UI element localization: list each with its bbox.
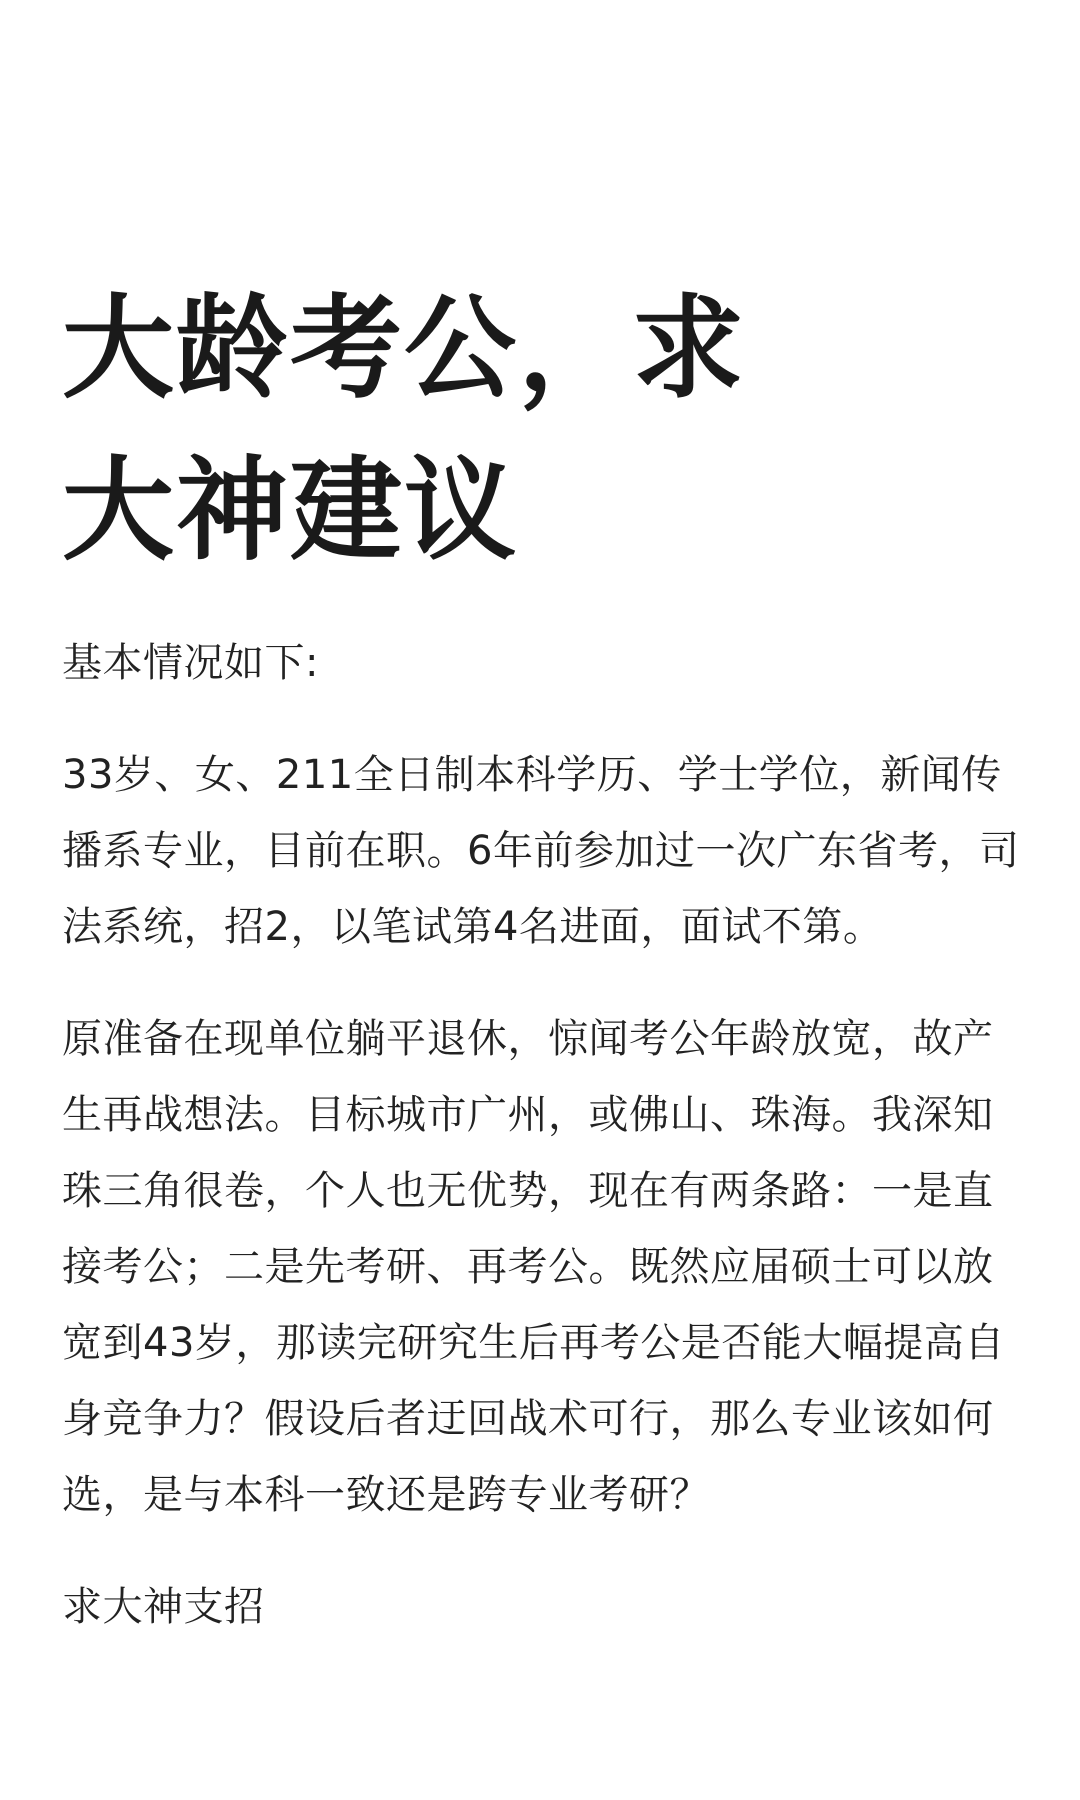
paragraph-question: 原准备在现单位躺平退休，惊闻考公年龄放宽，故产生再战想法。目标城市广州，或佛山、珠海。我深知珠三角很卷，个人也无优势，现在有两条路：一是直接考公；二是先考研、再考公。既然应届硕士可以放宽到43岁，那读完研究生后再考公是否能大幅提高自身竞争力？假设后者迂回战术可行，那么专业该如何选，是与本科一致还是跨专业考研？ (62, 1016, 1005, 1518)
post-title-line-1: 大龄考公，求 (62, 284, 746, 414)
post-title (62, 268, 982, 592)
paragraph-background: 33岁、女、211全日制本科学历、学士学位，新闻传播系专业，目前在职。6年前参加过一次广东省考，司法系统，招2，以笔试第4名进面，面试不第。 (62, 752, 1020, 950)
paragraph-basic-info-heading: 基本情况如下: (62, 640, 319, 686)
paragraph-request: 求大神支招 (62, 1584, 265, 1630)
post-body (62, 625, 1020, 1681)
post-title-line-2: 大神建议 (62, 446, 518, 576)
